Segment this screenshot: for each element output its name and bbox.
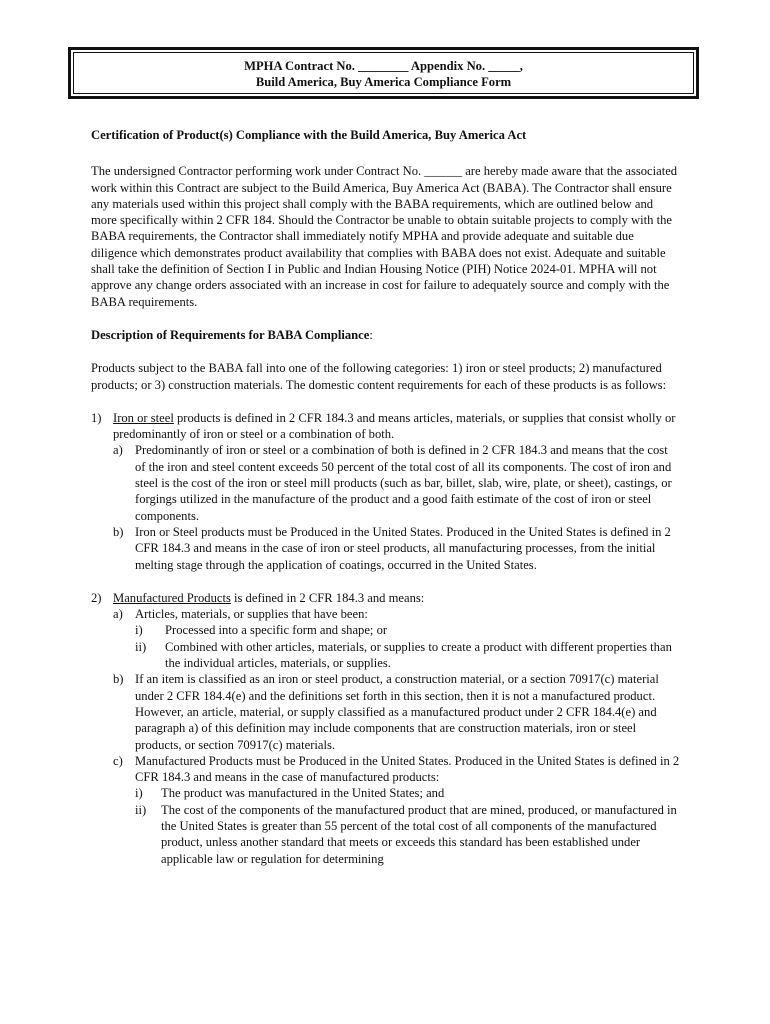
list-item-2: [91, 590, 681, 606]
list-number: a): [113, 443, 123, 458]
requirements-intro: Products subject to the BABA fall into one of the following categories: 1) iron or steel products; 2) manufactured products; or 3) construction materials. The domestic content requirements for each of these products is as follows:: [91, 361, 667, 392]
list-item-text: Combined with other articles, materials, or supplies to create a product with different properties than the individual articles, materials, or supplies.: [165, 639, 672, 671]
list-number: i): [135, 623, 143, 638]
term-manufactured-products: Manufactured Products: [113, 590, 231, 605]
list-number: c): [113, 753, 123, 768]
item1-text: products is defined in 2 CFR 184.3 and means articles, materials, or supplies that consist wholly or predominantly of iron or steel or a combination of both.: [113, 410, 676, 442]
list-number: 1): [91, 410, 102, 425]
list-number: 2): [91, 590, 102, 605]
requirements-heading-suffix: :: [369, 327, 373, 342]
requirements-heading: [91, 327, 681, 343]
term-iron-steel: Iron or steel: [113, 410, 174, 425]
list-item-text: Processed into a specific form and shape; or: [165, 623, 388, 638]
list-number: b): [113, 672, 124, 687]
list-item-1: [91, 410, 681, 443]
list-item-2a-i: [91, 622, 681, 638]
list-item-2c-ii: [91, 802, 681, 867]
item2-text: is defined in 2 CFR 184.3 and means:: [230, 590, 425, 605]
requirements-heading-text: Description of Requirements for BABA Compliance: [91, 327, 370, 342]
header-line-2: Build America, Buy America Compliance Form: [255, 75, 512, 89]
list-item-2c-i: [91, 785, 681, 801]
list-item-text: Predominantly of iron or steel or a combination of both is defined in 2 CFR 184.3 and means that the cost of the iron and steel content exceeds 50 percent of the total cost of all its components. The cost of iron and steel is the cost of the iron or steel mill products (such as bar, billet, slab, wire, plate, or sheet), castings, or forgings utilized in the manufacture of the product and a good faith estimate of the cost of iron or steel components.: [135, 443, 672, 523]
list-item-2c: [91, 753, 681, 786]
list-item-1b: [91, 524, 681, 573]
list-item-text: The cost of the components of the manufactured product that are mined, produced, or manufactured in the United States is greater than 55 percent of the total cost of all components of the manufactured product, unless another standard that meets or exceeds this standard has been established under applicable law or regulation for determining: [161, 802, 677, 866]
list-item-text: Articles, materials, or supplies that have been:: [135, 607, 368, 622]
list-item-text: Iron or Steel products must be Produced in the United States. Produced in the United States is defined in 2 CFR 184.3 and means in the case of iron or steel products, all manufacturing processes, from the initial melting stage through the application of coatings, occurred in the United States.: [135, 524, 671, 572]
certification-title: Certification of Product(s) Compliance with the Build America, Buy America Act: [91, 128, 527, 142]
list-number: i): [135, 786, 143, 801]
list-item-text: If an item is classified as an iron or steel product, a construction material, or a section 70917(c) material under 2 CFR 184.4(e) and the definitions set forth in this section, then it is not a manufactured product. However, an article, material, or supply classified as a manufactured product under 2 CFR 184.4(e) and paragraph a) of this definition may include components that are construction materials, iron or steel products, or section 70917(c) materials.: [135, 672, 659, 752]
list-item-text: [113, 410, 681, 443]
certification-body: The undersigned Contractor performing work under Contract No. ______ are hereby made aware that the associated work within this Contract are subject to the Build America, Buy America Act (BABA). The Contractor shall ensure any materials used within this project shall comply with the BABA requirements, which are outlined below and more specifically within 2 CFR 184. Should the Contractor be unable to obtain suitable projects to comply with the BABA requirements, the Contractor shall immediately notify MPHA and provide adequate and suitable due diligence which demonstrates product availability that complies with BABA does not exist. Adequate and suitable shall take the definition of Section I in Public and Indian Housing Notice (PIH) Notice 2024-01. MPHA will not approve any change orders associated with an increase in cost for failure to adequately source and comply with the BABA requirements.: [91, 164, 678, 309]
list-item-text: [113, 590, 681, 606]
list-item-text: Manufactured Products must be Produced in the United States. Produced in the United States is defined in 2 CFR 184.3 and means in the case of manufactured products:: [135, 753, 680, 785]
list-number: ii): [135, 802, 147, 817]
document-content: [91, 127, 681, 867]
list-item-text: The product was manufactured in the United States; and: [161, 786, 445, 801]
list-number: a): [113, 607, 123, 622]
list-item-1a: [91, 442, 681, 523]
header-box: [68, 47, 699, 99]
list-item-2a-ii: [91, 639, 681, 672]
list-item-2b: [91, 671, 681, 752]
list-number: ii): [135, 639, 147, 654]
header-line-1: MPHA Contract No. ________ Appendix No. _____,: [244, 59, 523, 73]
list-number: b): [113, 524, 124, 539]
header-inner: [73, 52, 694, 94]
spacer: [91, 573, 681, 590]
list-item-2a: [91, 606, 681, 622]
